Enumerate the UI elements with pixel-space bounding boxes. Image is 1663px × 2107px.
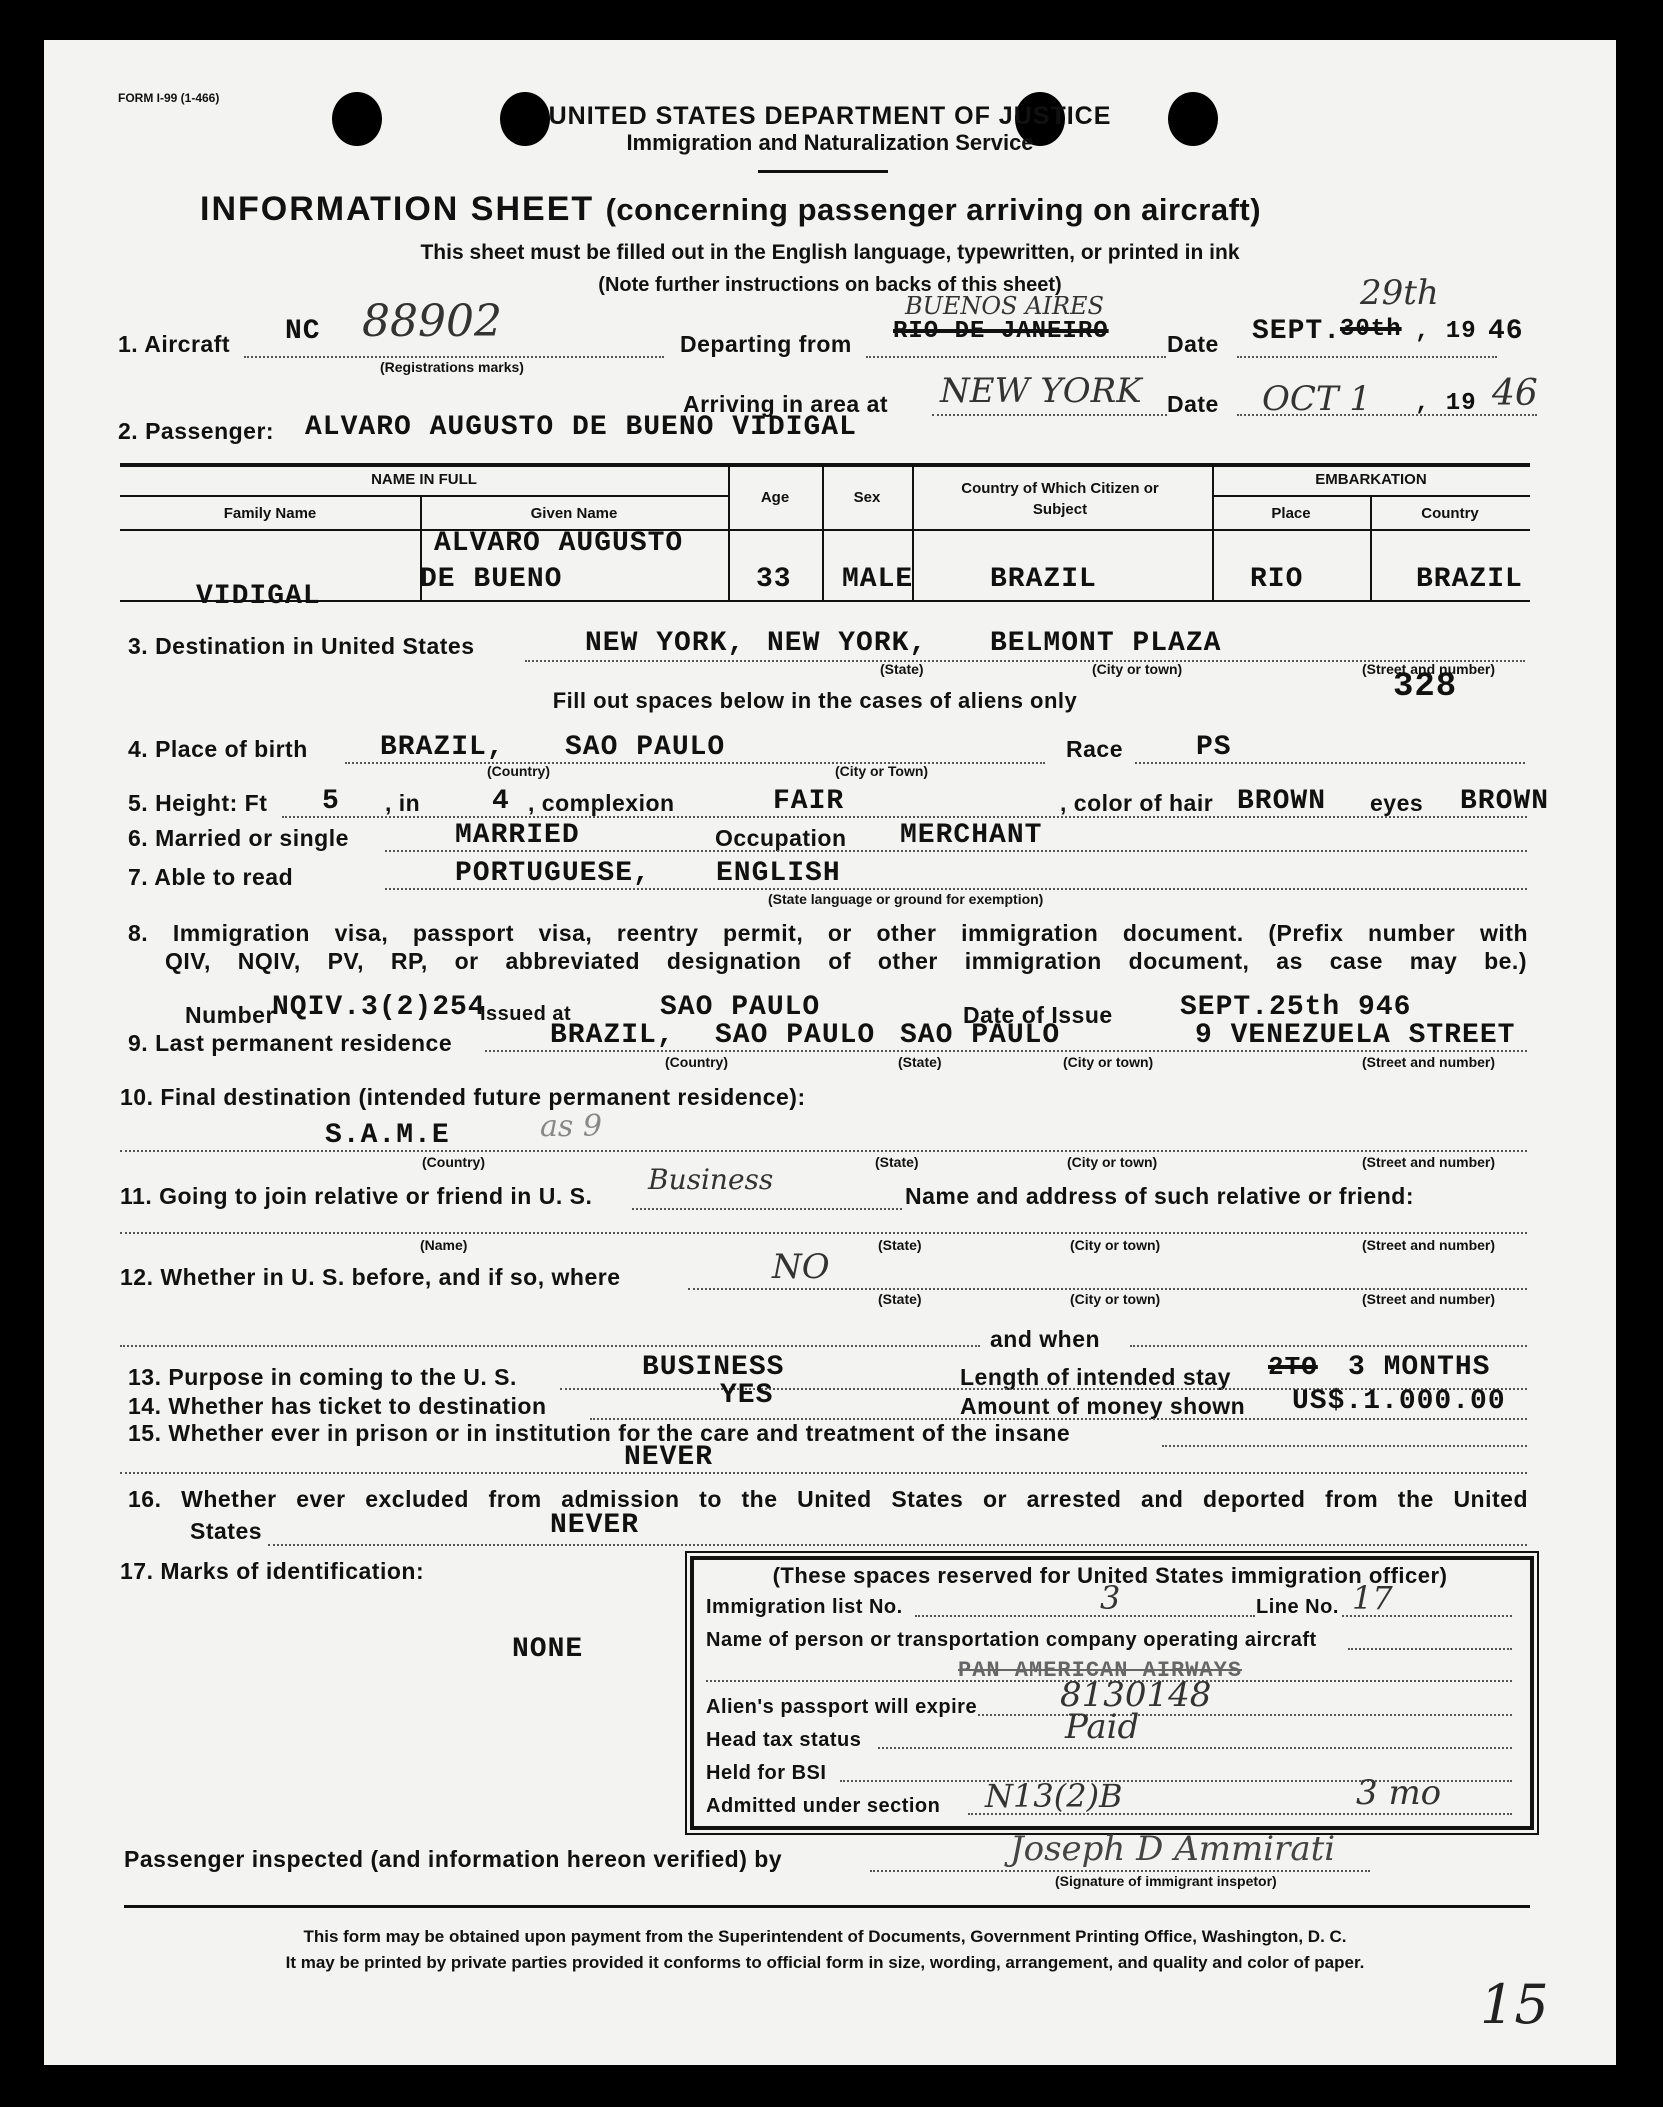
destination-label: 3. Destination in United States: [128, 633, 475, 659]
before-line-2b: [1130, 1345, 1527, 1347]
date-line: [1237, 356, 1497, 358]
purpose-value: BUSINESS: [642, 1352, 785, 1383]
aircraft-label: 1. Aircraft: [118, 331, 231, 357]
arriving-date-line: [1237, 414, 1537, 416]
visa-issued-label: Issued at: [480, 1003, 572, 1025]
place-header: Place: [1271, 505, 1311, 522]
married-value: MARRIED: [455, 820, 580, 851]
officer-list-no: 3: [1100, 1579, 1121, 1617]
date-handwritten: 29th: [1360, 273, 1439, 313]
destination-street: BELMONT PLAZA: [990, 628, 1222, 659]
embark-country-value: BRAZIL: [1416, 564, 1523, 595]
given-name-header: Given Name: [530, 505, 618, 522]
residence-state: SAO PAULO: [715, 1020, 876, 1051]
date-year: , 19: [1415, 318, 1477, 345]
residence-cap-country: (Country): [665, 1054, 728, 1070]
arriving-date-handwritten: OCT 1: [1262, 379, 1372, 419]
married-line: [385, 850, 1527, 852]
footer-line-2: It may be printed by private parties provided it conforms to official form in size, wording, arrangement, and quality and color of paper.: [285, 1953, 1365, 1972]
ticket-value: YES: [720, 1380, 774, 1411]
age-value: 33: [756, 564, 792, 595]
officer-admitted: N13(2)B: [985, 1777, 1123, 1815]
footer-line-1: This form may be obtained upon payment from the Superintendent of Documents, Government Printing Office, Washington, D. C.: [303, 1927, 1347, 1946]
occupation-value: MERCHANT: [900, 820, 1043, 851]
before-cap-city: (City or town): [1070, 1291, 1161, 1307]
prison-label: 15. Whether ever in prison or in institution for the care and treatment of the insane: [128, 1420, 1071, 1446]
age-header: Age: [760, 489, 790, 506]
ticket-label: 14. Whether has ticket to destination: [128, 1393, 547, 1419]
read-label: 7. Able to read: [128, 864, 294, 890]
height-in: 4: [492, 786, 510, 817]
officer-admitted-label: Admitted under section: [706, 1795, 941, 1817]
final-dest-value: S.A.M.E: [325, 1120, 450, 1151]
destination-number: 328: [1393, 668, 1458, 706]
departing-label: Departing from: [680, 331, 852, 357]
read-lang1: PORTUGUESE,: [455, 858, 651, 889]
date-year-suffix: 46: [1488, 316, 1524, 347]
residence-cap-street: (Street and number): [1362, 1054, 1496, 1070]
table-bottom-rule: [120, 600, 1530, 602]
join-handwritten: Business: [648, 1163, 774, 1196]
inspected-line: [870, 1870, 1370, 1872]
excluded-label-1: 16. Whether ever excluded from admission to the United States or arrested and deported from the United: [128, 1486, 1528, 1512]
embark-place-value: RIO: [1250, 564, 1304, 595]
height-ft: 5: [322, 786, 340, 817]
final-dest-line: [120, 1150, 1527, 1152]
birth-country: BRAZIL,: [380, 732, 505, 763]
officer-headtax: Paid: [1065, 1707, 1140, 1747]
arriving-date-label: Date: [1167, 391, 1219, 417]
stay-label: Length of intended stay: [960, 1364, 1231, 1390]
join-name-label: Name and address of such relative or friend:: [905, 1183, 1414, 1209]
arriving-handwritten: NEW YORK: [940, 371, 1142, 411]
sex-header: Sex: [853, 489, 881, 506]
visa-number: NQIV.3(2)254: [272, 992, 486, 1023]
before-and-when: and when: [990, 1326, 1101, 1352]
embarkation-header: EMBARKATION: [1315, 471, 1427, 488]
residence-country: BRAZIL,: [550, 1020, 675, 1051]
destination-city: NEW YORK,: [767, 628, 928, 659]
final-dest-handwritten: as 9: [540, 1109, 602, 1144]
sheet-title: [200, 192, 1261, 226]
join-cap-state: (State): [878, 1237, 922, 1253]
embark-country-header: Country: [1421, 505, 1479, 522]
before-handwritten: NO: [772, 1247, 830, 1287]
family-name-value: VIDIGAL: [196, 581, 321, 612]
table-sub-rule: [120, 529, 1530, 531]
date-typed: SEPT.: [1252, 316, 1342, 347]
destination-cap-street: (Street and number): [1362, 661, 1496, 677]
final-dest-label: 10. Final destination (intended future permanent residence):: [120, 1084, 806, 1110]
department-name: UNITED STATES DEPARTMENT OF JUSTICE: [548, 102, 1112, 130]
read-line: [385, 888, 1527, 890]
family-name-header: Family Name: [223, 505, 317, 522]
marks-label: 17. Marks of identification:: [120, 1558, 425, 1584]
money-label: Amount of money shown: [960, 1393, 1246, 1419]
officer-line-line: [1342, 1615, 1512, 1617]
before-line-2a: [120, 1345, 980, 1347]
join-cap-street: (Street and number): [1362, 1237, 1496, 1253]
table-top-rule: [120, 463, 1530, 467]
visa-date: SEPT.25th 946: [1180, 992, 1412, 1023]
join-cap-city: (City or town): [1070, 1237, 1161, 1253]
officer-headtax-label: Head tax status: [706, 1729, 862, 1751]
sex-value: MALE: [842, 564, 914, 595]
birth-city: SAO PAULO: [565, 732, 726, 763]
before-label: 12. Whether in U. S. before, and if so, where: [120, 1264, 621, 1290]
excluded-label-2: States: [190, 1518, 263, 1544]
birth-label: 4. Place of birth: [128, 736, 308, 762]
prison-line: [1162, 1445, 1527, 1447]
departing-line: [866, 356, 1166, 358]
officer-operator-label: Name of person or transportation company operating aircraft: [706, 1629, 1317, 1651]
inspected-label: Passenger inspected (and information hereon verified) by: [124, 1846, 783, 1872]
name-in-full-header: NAME IN FULL: [371, 471, 477, 488]
departing-struck: RIO DE JANEIRO: [893, 318, 1109, 345]
race-value: PS: [1196, 732, 1232, 763]
destination-cap-state: (State): [880, 661, 924, 677]
excluded-value: NEVER: [550, 1510, 640, 1541]
inspector-signature: Joseph D Ammirati: [1010, 1829, 1336, 1869]
height-line: [282, 816, 1527, 818]
service-name: Immigration and Naturalization Service: [626, 130, 1034, 155]
officer-passport: 8130148: [1060, 1675, 1212, 1715]
join-line-1: [632, 1208, 902, 1210]
marks-value: NONE: [512, 1634, 584, 1665]
visa-date-label: Date of Issue: [963, 1002, 1113, 1028]
visa-label-1: 8. Immigration visa, passport visa, reentry permit, or other immigration document. (Prefix number with: [128, 920, 1528, 946]
final-dest-cap-street: (Street and number): [1362, 1154, 1496, 1170]
officer-line-no: 17: [1352, 1579, 1393, 1617]
stay-struck: 2TO: [1268, 1352, 1318, 1382]
destination-cap-city: (City or town): [1092, 661, 1183, 677]
residence-street: 9 VENEZUELA STREET: [1195, 1020, 1516, 1051]
final-dest-cap-country: (Country): [422, 1154, 485, 1170]
hair-value: BROWN: [1237, 786, 1327, 817]
given-name-value-2: DE BUENO: [420, 564, 563, 595]
arriving-year-suffix: 46: [1492, 373, 1538, 414]
residence-line: [485, 1050, 1527, 1052]
sheet-title-main: INFORMATION SHEET: [200, 190, 595, 228]
date-struck: 30th: [1340, 316, 1402, 343]
read-caption: (State language or ground for exemption): [768, 891, 1044, 907]
officer-admitted-line: [968, 1813, 1512, 1815]
given-name-value-1: ALVARO AUGUSTO: [434, 528, 684, 559]
height-label: 5. Height: Ft: [128, 790, 268, 816]
residence-city: SAO PAULO: [900, 1020, 1061, 1051]
final-dest-cap-city: (City or town): [1067, 1154, 1158, 1170]
eyes-label: eyes: [1370, 790, 1424, 816]
form-number: FORM I-99 (1-466): [118, 91, 220, 105]
page-number: 15: [1480, 1973, 1549, 2036]
birth-cap-city: (City or Town): [835, 763, 929, 779]
arriving-year: , 19: [1415, 390, 1477, 417]
punch-hole-left: [332, 92, 382, 146]
purpose-label: 13. Purpose in coming to the U. S.: [128, 1364, 517, 1390]
officer-operator: PAN AMERICAN AIRWAYS: [958, 1658, 1243, 1683]
prison-value: NEVER: [624, 1442, 714, 1473]
destination-state: NEW YORK,: [585, 628, 746, 659]
eyes-value: BROWN: [1460, 786, 1550, 817]
officer-admitted-term: 3 mo: [1356, 1773, 1442, 1813]
visa-issued: SAO PAULO: [660, 992, 821, 1023]
signature-caption: (Signature of immigrant inspetor): [1055, 1873, 1277, 1889]
table-header-rule: [120, 495, 728, 497]
aircraft-prefix: NC: [285, 316, 321, 347]
officer-headtax-line: [878, 1747, 1512, 1749]
before-cap-state: (State): [878, 1291, 922, 1307]
prison-line-2: [120, 1472, 1527, 1474]
registration-caption: (Registrations marks): [380, 359, 524, 375]
date-label: Date: [1167, 331, 1219, 357]
arriving-line: [932, 414, 1167, 416]
before-line: [688, 1288, 1527, 1290]
read-lang2: ENGLISH: [716, 858, 841, 889]
officer-line-label: Line No.: [1256, 1596, 1339, 1618]
hair-label: , color of hair: [1060, 790, 1214, 816]
residence-label: 9. Last permanent residence: [128, 1030, 453, 1056]
residence-cap-city: (City or town): [1063, 1054, 1154, 1070]
citizen-header: Country of Which Citizen or Subject: [961, 480, 1159, 518]
stay-value: 3 MONTHS: [1348, 1352, 1491, 1383]
aircraft-number: 88902: [362, 296, 502, 347]
officer-box-title: (These spaces reserved for United States immigration officer): [772, 1563, 1448, 1588]
instruction-line-2: (Note further instructions on backs of this sheet): [598, 274, 1062, 296]
table-col-sep-3: [822, 465, 824, 601]
citizen-value: BRAZIL: [990, 564, 1097, 595]
race-line: [1135, 762, 1525, 764]
arriving-label: Arriving in area at: [683, 391, 889, 417]
officer-list-label: Immigration list No.: [706, 1596, 903, 1618]
visa-label-2: QIV, NQIV, PV, RP, or abbreviated designation of other immigration document, as case may be.): [165, 948, 1527, 974]
occupation-label: Occupation: [715, 825, 847, 851]
passenger-label: 2. Passenger:: [118, 418, 275, 444]
officer-bsi-label: Held for BSI: [706, 1762, 827, 1784]
departing-handwritten: BUENOS AIRES: [905, 292, 1104, 320]
passenger-name: ALVARO AUGUSTO DE BUENO VIDIGAL: [305, 412, 857, 443]
complexion-label: , complexion: [528, 790, 675, 816]
visa-number-label: Number: [185, 1002, 275, 1028]
table-col-sep-2: [728, 465, 730, 601]
officer-passport-line: [978, 1714, 1512, 1716]
before-cap-street: (Street and number): [1362, 1291, 1496, 1307]
aliens-only-notice: Fill out spaces below in the cases of aliens only: [552, 688, 1078, 713]
join-label: 11. Going to join relative or friend in U. S.: [120, 1183, 593, 1209]
join-cap-name: (Name): [420, 1237, 468, 1253]
birth-cap-country: (Country): [487, 763, 550, 779]
sheet-title-sub: (concerning passenger arriving on aircraft): [605, 192, 1262, 227]
instruction-line-1: This sheet must be filled out in the English language, typewritten, or printed in ink: [420, 241, 1240, 264]
officer-operator-line: [1348, 1648, 1512, 1650]
complexion-value: FAIR: [773, 786, 845, 817]
aircraft-line: [244, 356, 664, 358]
money-value: US$.1.000.00: [1292, 1386, 1506, 1417]
final-dest-cap-state: (State): [875, 1154, 919, 1170]
married-label: 6. Married or single: [128, 825, 349, 851]
height-in-label: , in: [385, 790, 421, 816]
officer-list-line: [915, 1615, 1255, 1617]
header-rule: [758, 170, 888, 173]
join-line-2: [120, 1232, 1527, 1234]
footer-rule: [124, 1905, 1530, 1908]
excluded-line: [268, 1544, 1527, 1546]
race-label: Race: [1066, 736, 1123, 762]
officer-passport-label: Alien's passport will expire: [706, 1696, 978, 1718]
residence-cap-state: (State): [898, 1054, 942, 1070]
